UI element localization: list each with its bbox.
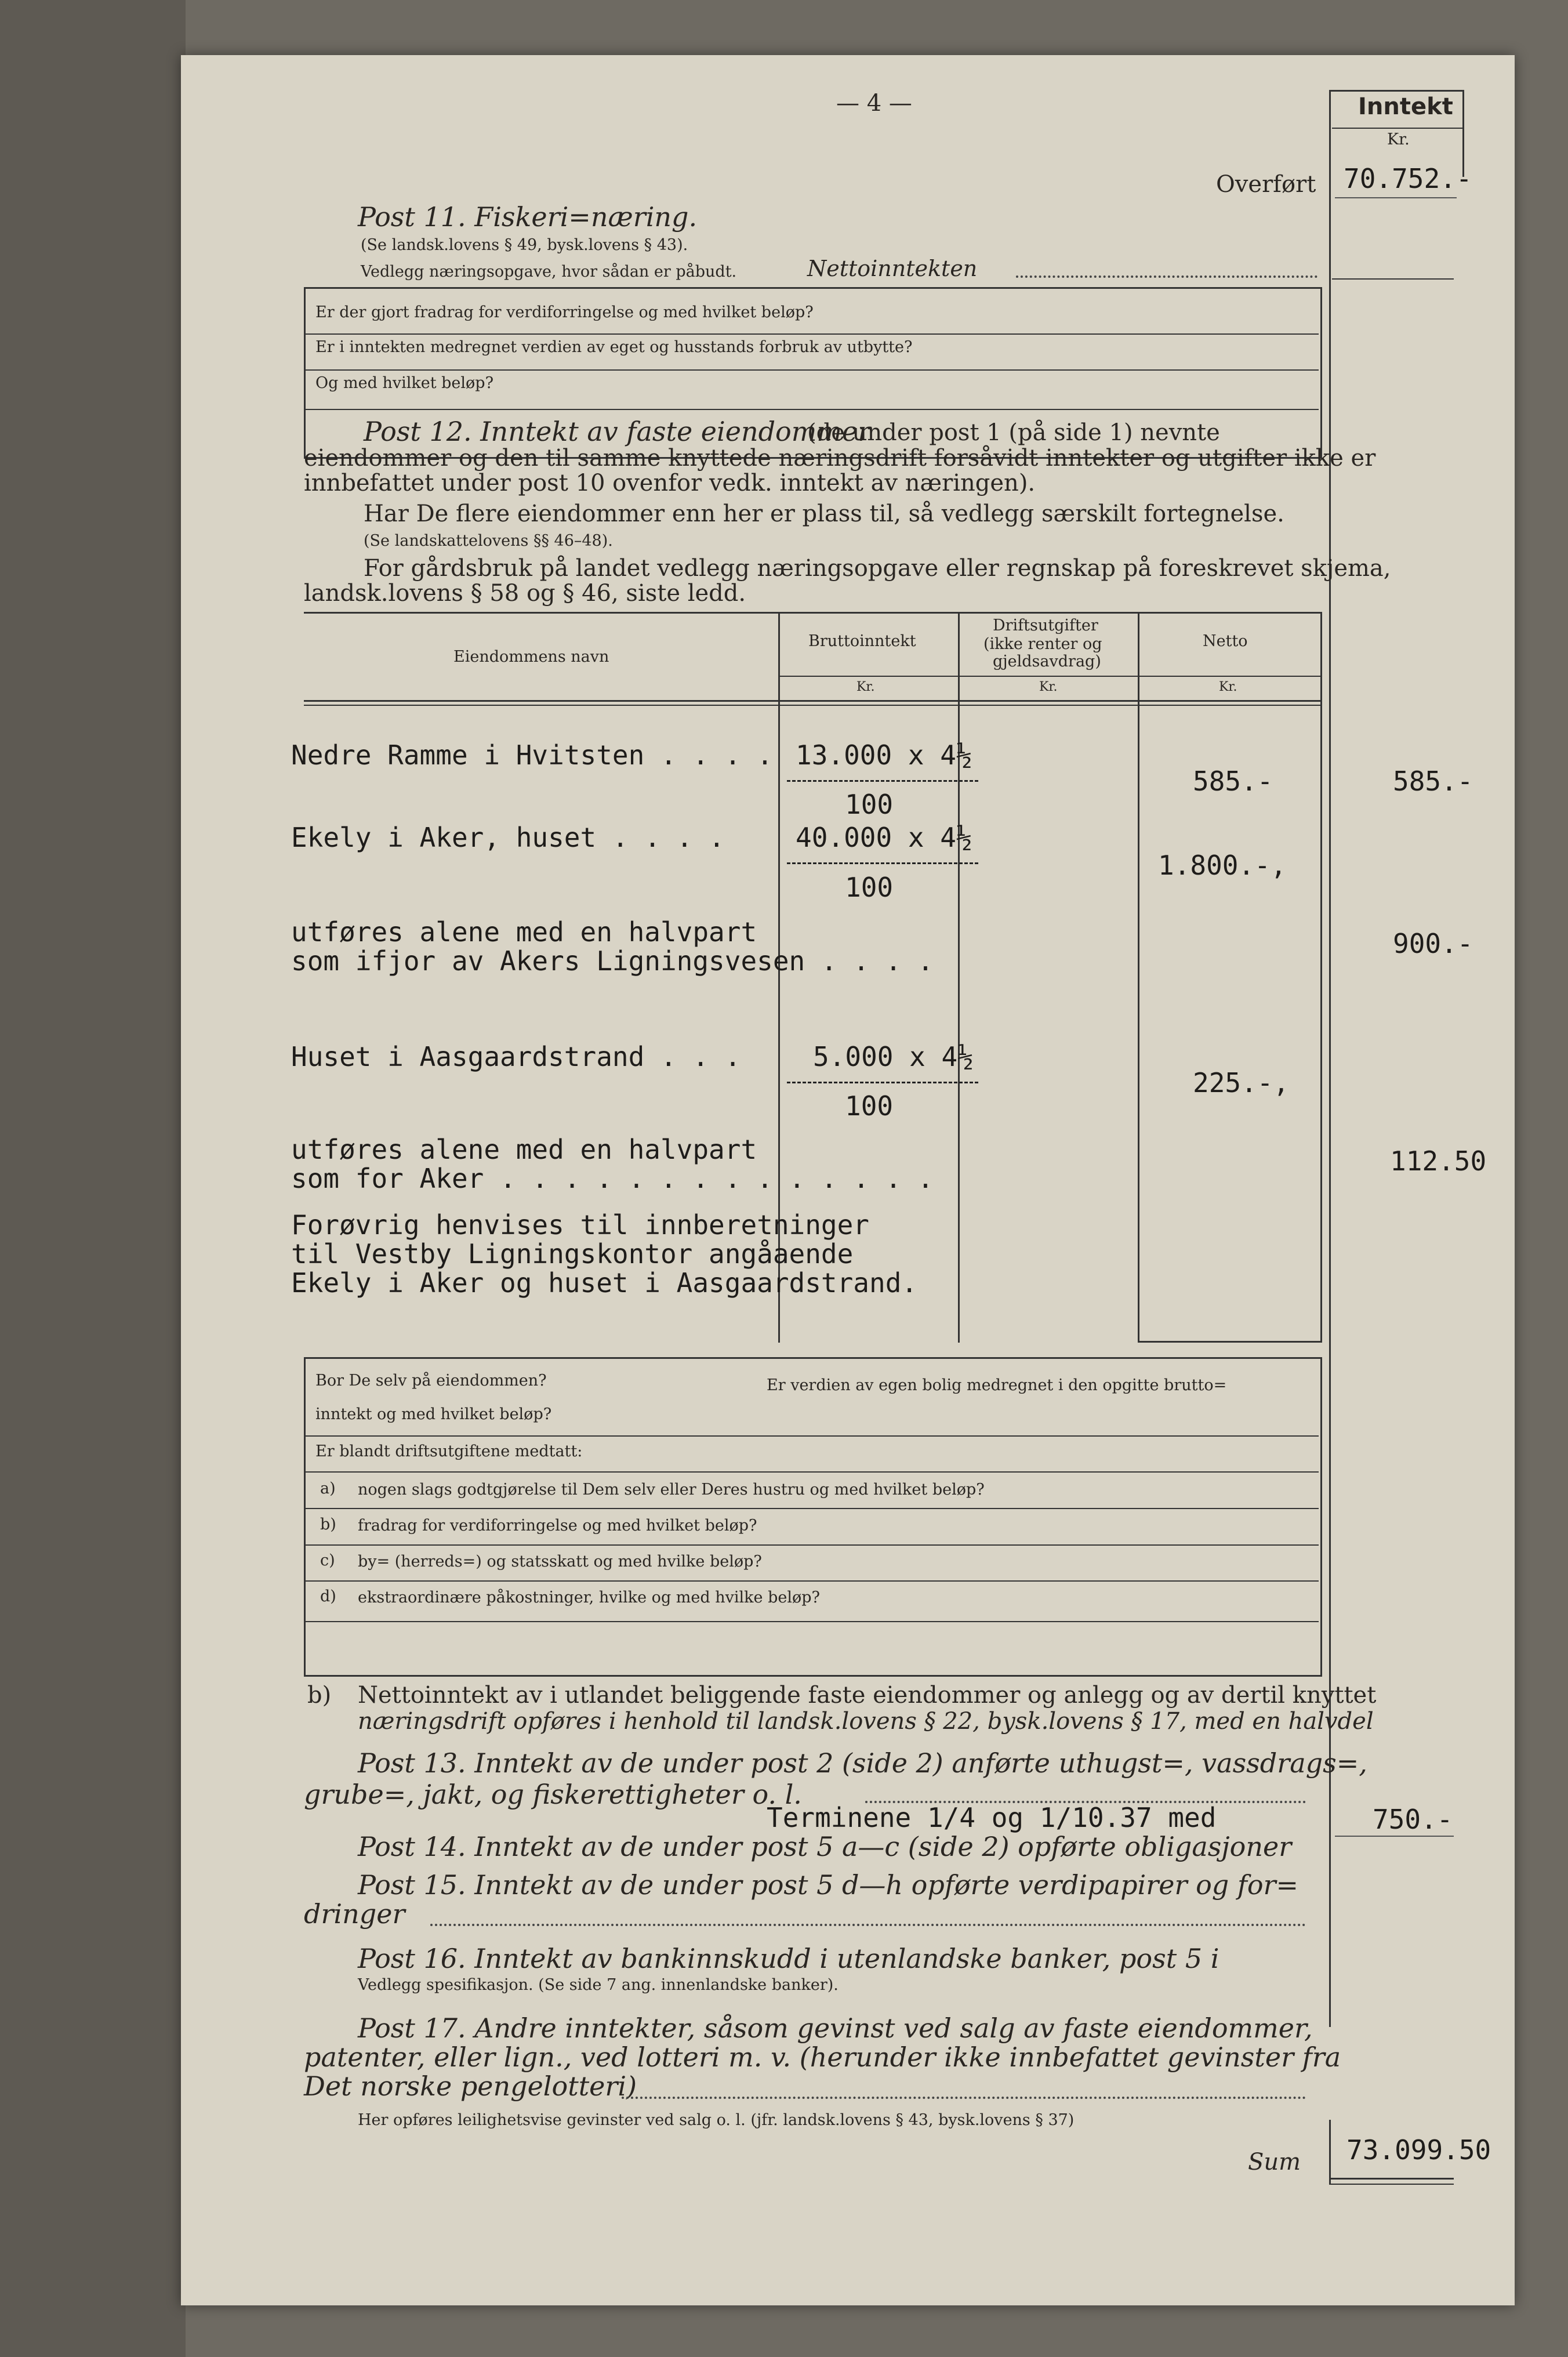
income-column-title: Inntekt: [1358, 93, 1453, 120]
b-section-line-1: Nettoinntekt av i utlandet beliggende faste eiendommer og anlegg og av dertil knyttet: [358, 1682, 1377, 1709]
header-operating-costs-1: Driftsutgifter: [993, 617, 1098, 634]
property-row-3-gross: 5.000 x 4½: [813, 1041, 974, 1072]
post14-text: Post 14. Inntekt av de under post 5 a—c (side 2) opførte obligasjoner: [358, 1831, 1292, 1862]
post12-text-line-2: eiendommer og den til samme knyttede næringsdrift forsåvidt inntekter og utgifter ikke er: [304, 445, 1376, 472]
post12-text-line-5: For gårdsbruk på landet vedlegg næringsopgave eller regnskap på foreskrevet skjema,: [364, 555, 1391, 582]
post12-reference: (Se landskattelovens §§ 46–48).: [364, 532, 613, 550]
post15-line-1: Post 15. Inntekt av de under post 5 d—h opførte verdipapirer og for=: [358, 1869, 1299, 1901]
property-row-2-divisor: 100: [845, 872, 894, 903]
note-1-line-1: utføres alene med en halvpart: [291, 916, 757, 948]
sum-value: 73.099.50: [1346, 2134, 1491, 2166]
note-3-line-1: Forøvrig henvises til innberetninger: [291, 1209, 869, 1241]
page-number: — 4 —: [836, 90, 912, 117]
property-row-2-name: Ekely i Aker, huset . . . .: [291, 822, 725, 853]
unit-net: Kr.: [1219, 680, 1237, 694]
property-row-1-name: Nedre Ramme i Hvitsten . . . .: [291, 739, 773, 771]
header-net: Netto: [1203, 632, 1248, 650]
post11-question-3: Og med hvilket beløp?: [315, 374, 494, 392]
post15-line-2: dringer: [304, 1898, 405, 1930]
property-row-1-gross: 13.000 x 4½: [796, 739, 972, 771]
post12-text-line-3: innbefattet under post 10 ovenfor vedk. inntekt av næringen).: [304, 470, 1036, 496]
post17-note: Her opføres leilighetsvise gevinster ved salg o. l. (jfr. landsk.lovens § 43, bysk.lovens § 37): [358, 2111, 1075, 2129]
unit-drift: Kr.: [1039, 680, 1058, 694]
b-section-line-2: næringsdrift opføres i henhold til landsk.lovens § 22, bysk.lovens § 17, med en halvdel: [358, 1708, 1374, 1735]
cost-item-d-letter: d): [320, 1587, 336, 1605]
post14-value: 750.-: [1373, 1804, 1453, 1835]
cost-item-b-letter: b): [320, 1515, 336, 1533]
property-row-3-net: 225.-,: [1193, 1067, 1290, 1098]
post12-text-line-6: landsk.lovens § 58 og § 46, siste ledd.: [304, 580, 746, 607]
post17-line-1: Post 17. Andre inntekter, såsom gevinst ved salg av faste eiendommer,: [358, 2012, 1313, 2044]
cost-item-b-text: fradrag for verdiforringelse og med hvilket beløp?: [358, 1517, 757, 1535]
post11-title: Post 11. Fiskeri=næring.: [358, 201, 698, 233]
unit-gross: Kr.: [856, 680, 875, 694]
note-3-line-3: Ekely i Aker og huset i Aasgaardstrand.: [291, 1267, 918, 1299]
post16-line-2: Vedlegg spesifikasjon. (Se side 7 ang. innenlandske banker).: [358, 1976, 839, 1994]
post11-question-1: Er der gjort fradrag for verdiforringelse og med hvilket beløp?: [315, 303, 814, 321]
b-section-letter: b): [307, 1682, 332, 1709]
sum-label: Sum: [1248, 2149, 1301, 2175]
question-own-home-amount: inntekt og med hvilket beløp?: [315, 1405, 552, 1423]
note-2-line-1: utføres alene med en halvpart: [291, 1134, 757, 1165]
post14-typed-note: Terminene 1/4 og 1/10.37 med: [767, 1802, 1217, 1833]
income-row-3: 112.50: [1390, 1145, 1487, 1177]
scanner-background: [0, 0, 186, 2357]
income-row-1: 585.-: [1393, 766, 1473, 797]
property-row-3-name: Huset i Aasgaardstrand . . .: [291, 1041, 741, 1072]
header-operating-costs-2: (ikke renter og: [983, 635, 1102, 653]
right-column-border: [1329, 90, 1331, 2027]
carried-over-value: 70.752.-: [1344, 163, 1472, 194]
post11-attachment-note: Vedlegg næringsopgave, hvor sådan er påbudt.: [361, 263, 737, 281]
post16-line-1: Post 16. Inntekt av bankinnskudd i utenlandske banker, post 5 i: [358, 1943, 1219, 1974]
carried-over-label: Overført: [1216, 171, 1316, 198]
property-row-3-divisor: 100: [845, 1090, 894, 1122]
header-gross-income: Bruttoinntekt: [808, 632, 916, 650]
cost-item-d-text: ekstraordinære påkostninger, hvilke og med hvilke beløp?: [358, 1589, 821, 1607]
note-3-line-2: til Vestby Ligningskontor angåaende: [291, 1238, 854, 1270]
cost-item-c-text: by= (herreds=) og statsskatt og med hvilke beløp?: [358, 1553, 762, 1571]
post17-line-3: Det norske pengelotteri): [304, 2070, 637, 2102]
question-live-on-property: Bor De selv på eiendommen?: [315, 1372, 547, 1390]
form-page: [181, 55, 1515, 2305]
post12-title: Post 12. Inntekt av faste eiendommer: [364, 416, 871, 447]
header-property-name: Eiendommens navn: [453, 648, 609, 666]
property-row-1-divisor: 100: [845, 789, 894, 820]
table-divider-netto: [1138, 612, 1139, 1343]
cost-item-c-letter: c): [320, 1551, 335, 1569]
question-own-home-value: Er verdien av egen bolig medregnet i den opgitte brutto=: [767, 1376, 1227, 1394]
post12-text-line-4: Har De flere eiendommer enn her er plass til, så vedlegg særskilt fortegnelse.: [364, 501, 1284, 527]
post13-line-1: Post 13. Inntekt av de under post 2 (side 2) anførte uthugst=, vassdrags=,: [358, 1747, 1367, 1779]
table-right-border: [1320, 612, 1322, 1343]
table-divider-drift: [958, 612, 960, 1343]
post11-question-2: Er i inntekten medregnet verdien av eget og husstands forbruk av utbytte?: [315, 338, 913, 356]
post11-net-income-label: Nettoinntekten: [807, 256, 978, 281]
table-top-border: [304, 612, 1322, 614]
post11-dotted-leader: [1016, 275, 1317, 278]
property-row-1-net: 585.-: [1193, 766, 1273, 797]
question-included-costs: Er blandt driftsutgiftene medtatt:: [315, 1442, 583, 1460]
property-row-2-net: 1.800.-,: [1158, 850, 1287, 881]
post13-line-2: grube=, jakt, og fiskerettigheter o. l.: [304, 1779, 802, 1810]
income-column-unit: Kr.: [1387, 130, 1410, 148]
cost-item-a-text: nogen slags godtgjørelse til Dem selv eller Deres hustru og med hvilket beløp?: [358, 1481, 985, 1499]
header-operating-costs-3: gjeldsavdrag): [993, 652, 1101, 670]
post17-line-2: patenter, eller lign., ved lotteri m. v. (herunder ikke innbefattet gevinster fra: [304, 2041, 1341, 2073]
property-row-2-gross: 40.000 x 4½: [796, 822, 972, 853]
cost-item-a-letter: a): [320, 1480, 336, 1497]
note-2-line-2: som for Aker . . . . . . . . . . . . . .: [291, 1163, 934, 1194]
post12-title-continuation: (de under post 1 (på side 1) nevnte: [807, 419, 1220, 446]
income-row-2: 900.-: [1393, 928, 1473, 959]
post11-reference: (Se landsk.lovens § 49, bysk.lovens § 43).: [361, 236, 688, 254]
note-1-line-2: som ifjor av Akers Ligningsvesen . . . .: [291, 945, 934, 977]
